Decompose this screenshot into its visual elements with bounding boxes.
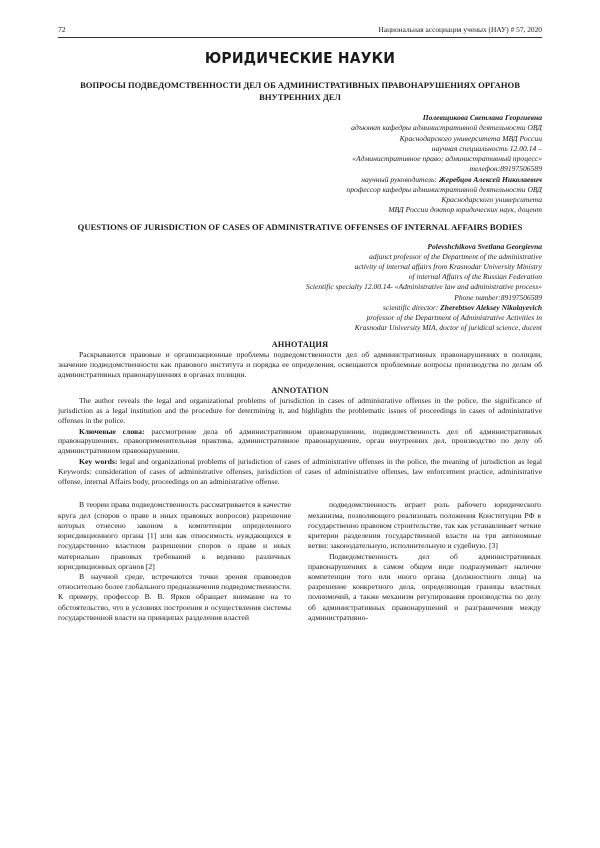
supervisor-affiliation-en-2: Krasnodar University MIA, doctor of juridical science, docent — [354, 322, 542, 332]
journal-title-line: Национальная ассоциация ученых (НАУ) # 57, 2020 — [378, 25, 542, 34]
supervisor-affiliation-ru-1: профессор кафедры административной деятельности ОВД — [346, 184, 542, 194]
supervisor-name-line-ru — [58, 175, 542, 185]
body-paragraph: Подведомственность дел об административных правонарушениях в самом общем виде подразумевает наличие компетенции того или иного органа (должностного лица) на разрешение конкретного дела, определяющая границы властных полномочий, а также механизм регулирования производства по делу об административных правонарушений и разграничения между административно- — [308, 551, 541, 622]
body-columns — [58, 500, 542, 623]
supervisor-affiliation-en-1: professor of the Department of Administrative Activities in — [366, 312, 542, 322]
supervisor-block-en — [58, 303, 542, 333]
supervisor-name-en: Zherebtsov Aleksey Nikolayevich — [440, 302, 542, 312]
supervisor-name-ru: Жеребцов Алексей Николаевич — [438, 174, 542, 184]
author-specialty-ru-1: научная специальность 12.00.14 – — [431, 143, 542, 153]
abstract-text-ru: Раскрываются правовые и организационные проблемы подведомственности дел об административных правонарушениях в полиции, значение подведомственности как правового института и порядка ее определения, освещаются проблемные вопросы производства по делам об административных правонарушениях в органах полиции. — [58, 350, 542, 379]
author-phone-ru: телефон:89197506589 — [469, 164, 542, 174]
body-paragraph: подведомственность играет роль рабочего юридического механизма, позволяющего реализовать положения Конституции РФ в государственно правовом строительстве, так как устанавливает четкие критерии разделения государственной власти на три автономные ветви: законодательную, исполнительную и судебную. [3] — [308, 500, 541, 551]
body-paragraph: В теории права подведомственность рассматривается в качестве круга дел (споров о праве и иных правовых вопросов) разрешение которых отнесено законом к компетенции определенного юрисдикционного органа [1] или как относимость нуждающихся в государственно властном разрешении споров о праве и иных материально правовых требований к ведению различных юрисдикционных органов [2] — [58, 500, 291, 571]
author-affiliation-ru-1: адъюнкт кафедры административной деятельности ОВД — [351, 123, 542, 133]
supervisor-label-en: scientific director: — [383, 302, 441, 312]
keywords-text-en: legal and organizational problems of jurisdiction of cases of administrative offenses in the police, the meaning of jurisdiction as legal Keywords: consideration of cases of administrative offenses, jurisdiction of cases of administrative offenses, law enforcement practice, administrative offense, internal Affairs body, proceedings on an administrative offense. — [58, 457, 542, 486]
author-name-en: Polevshchikova Svetlana Georgievna — [427, 241, 542, 251]
author-affiliation-en-3: of internal Affairs of the Russian Federation — [408, 272, 542, 282]
author-affiliation-ru-2: Краснодарского университета МВД России — [399, 133, 542, 143]
keywords-label-en: Key words: — [79, 457, 118, 467]
abstract-heading-ru: АННОТАЦИЯ — [271, 340, 329, 349]
page-number: 72 — [58, 25, 66, 34]
supervisor-block-ru — [58, 175, 542, 216]
supervisor-name-line-en — [58, 303, 542, 313]
body-column-right — [308, 500, 541, 623]
running-head — [58, 26, 542, 38]
supervisor-affiliation-ru-3: МВД России доктор юридических наук, доцент — [388, 205, 542, 215]
author-specialty-en: Scientific specialty 12.00.14- «Administrative law and administrative process» — [305, 282, 542, 292]
abstract-text-en: The author reveals the legal and organizational problems of jurisdiction in cases of administrative offenses in the police, the significance of jurisdiction as a legal institution and the procedure for determining it, and highlights the problematic issues of proceedings in cases of administrative offenses in the police. — [58, 396, 542, 425]
section-banner: ЮРИДИЧЕСКИЕ НАУКИ — [204, 49, 396, 68]
author-specialty-ru-2: «Административное право; административный процесс» — [352, 154, 542, 164]
keywords-ru — [58, 427, 542, 456]
abstract-heading-en: ANNOTATION — [271, 386, 329, 396]
keywords-label-ru: Ключевые слова: — [79, 426, 145, 436]
author-name-ru: Полевщикова Светлана Георгиевна — [422, 113, 542, 123]
author-affiliation-en-1: adjunct professor of the Department of the administrative — [369, 252, 542, 261]
body-column-left — [58, 500, 291, 623]
supervisor-affiliation-ru-2: Краснодарского университета — [441, 195, 542, 205]
article-title-en: QUESTIONS OF JURISDICTION OF CASES OF ADMINISTRATIVE OFFENSES OF INTERNAL AFFAIRS BODIES — [77, 221, 523, 232]
author-block-ru — [58, 113, 542, 175]
keywords-en — [58, 457, 542, 486]
author-block-en — [58, 242, 542, 303]
author-affiliation-en-2: activity of internal affairs from Krasnodar University Ministry — [354, 262, 542, 272]
supervisor-label-ru: научный руководитель: — [361, 174, 439, 184]
article-title-ru: ВОПРОСЫ ПОДВЕДОМСТВЕННОСТИ ДЕЛ ОБ АДМИНИСТРАТИВНЫХ ПРАВОНАРУШЕНИЯХ ОРГАНОВ ВНУТРЕННИХ ДЕЛ — [80, 80, 520, 102]
body-paragraph: В научной среде, встречаются точки зрения правоведов относительно более глобального предназначения подведомственности. К примеру, профессор В. В. Ярков обращает внимание на то обстоятельство, что в условиях построения и осуществления системы государственной власти на принципах разделения властей — [58, 572, 291, 622]
keywords-text-ru: рассмотрение дела об административном правонарушении, подведомственность дел об административных правонарушениях, правоприменительная практика, административное правонарушение, орган внутренних дел, производство по делу об административном правонарушении. — [58, 426, 542, 456]
author-phone-en: Phone number:89197506589 — [454, 292, 542, 302]
